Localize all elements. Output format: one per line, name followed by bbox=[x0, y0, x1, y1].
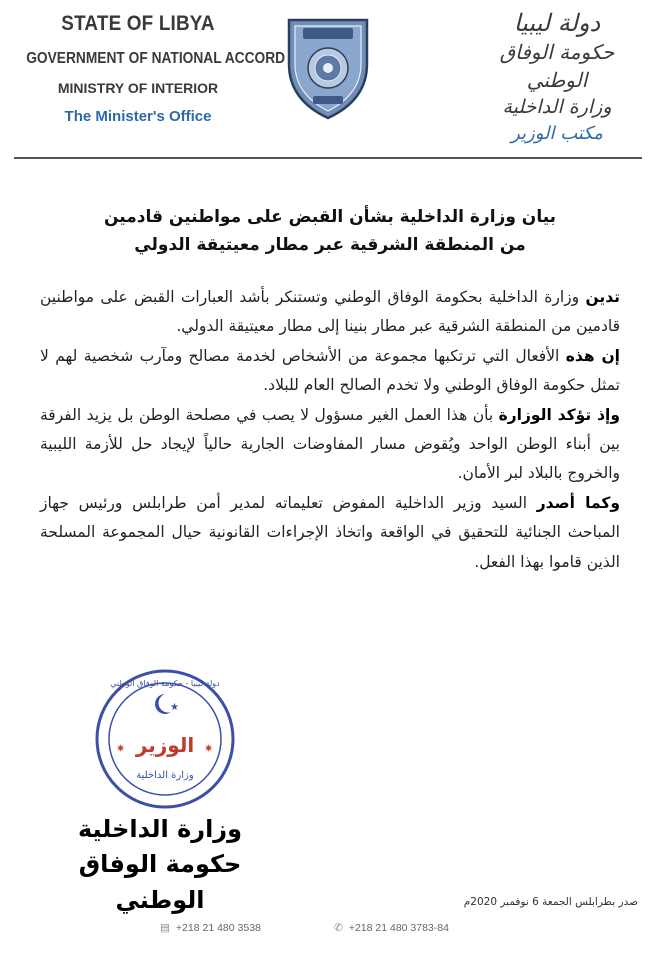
minister-stamp-icon bbox=[92, 666, 238, 812]
state-name-en: STATE OF LIBYA bbox=[61, 12, 215, 35]
letterhead-arabic bbox=[472, 8, 642, 148]
letterhead bbox=[0, 0, 656, 160]
office-name-en: The Minister's Office bbox=[64, 108, 212, 125]
paragraph-2-text: الأفعال التي ترتكبها مجموعة من الأشخاص لخدمة مصالح ومآرب شخصية لهم لا تمثل حكومة الوفاق الوطني ولا تخدم الصالح العام للبلاد. bbox=[40, 346, 620, 395]
stamp-ring-text: دولة ليبيا - حكومة الوفاق الوطني bbox=[110, 679, 220, 688]
paragraph-2-lead: إن هذه bbox=[565, 346, 620, 365]
paragraph-2 bbox=[40, 342, 620, 401]
fax-icon: ▤ bbox=[160, 922, 170, 934]
fax-number bbox=[160, 922, 261, 934]
ministry-name-en: MINISTRY OF INTERIOR bbox=[57, 80, 219, 96]
statement-title bbox=[40, 203, 620, 259]
state-name-ar: دولة ليبيا bbox=[513, 9, 601, 37]
ministry-shield-emblem-icon bbox=[283, 12, 373, 122]
signature-ministry: وزارة الداخلية bbox=[77, 815, 243, 843]
paragraph-4 bbox=[40, 489, 620, 577]
paragraph-1-text: وزارة الداخلية بحكومة الوفاق الوطني وتستنكر بأشد العبارات القبض على مواطنين قادمين من المنطقة الشرقية عبر مطار بنينا إلى مطار معيتيقة الدولي. bbox=[40, 288, 620, 336]
title-line-2: من المنطقة الشرقية عبر مطار معيتيقة الدولي bbox=[134, 235, 526, 255]
phone-icon: ✆ bbox=[334, 922, 343, 934]
stamp-center-text: الوزير bbox=[135, 733, 195, 757]
ministry-name-ar: وزارة الداخلية bbox=[502, 96, 612, 118]
phone-text: +218 21 480 3783-84 bbox=[348, 922, 449, 934]
contact-footer bbox=[0, 922, 656, 942]
phone-number bbox=[334, 922, 449, 934]
paragraph-1-lead: تدين bbox=[585, 288, 620, 306]
government-name-en: GOVERNMENT OF NATIONAL ACCORD bbox=[26, 50, 286, 67]
government-name-ar: حكومة الوفاق الوطني bbox=[499, 40, 615, 92]
paragraph-3-text: بأن هذا العمل الغير مسؤول لا يصب في مصلحة الوطن بل يزيد الفرقة بين أبناء الوطن الواحد ويُقوض مسار المفاوضات الجارية حالياً لإيجاد حل للأزمة الليبية والخروج بالبلاد لبر الأمان. bbox=[40, 405, 620, 483]
signature-block bbox=[40, 812, 280, 918]
stamp-bottom-text: وزارة الداخلية bbox=[136, 770, 194, 781]
title-line-1: بيان وزارة الداخلية بشأن القبض على مواطنين قادمين bbox=[103, 207, 557, 227]
letterhead-english bbox=[8, 12, 286, 125]
paragraph-3 bbox=[40, 401, 620, 489]
fax-text: +218 21 480 3538 bbox=[175, 922, 261, 934]
paragraph-3-lead: وإذ تؤكد الوزارة bbox=[498, 405, 620, 424]
svg-text:✷: ✷ bbox=[204, 742, 214, 755]
statement-body bbox=[40, 283, 620, 577]
header-divider bbox=[14, 157, 642, 159]
paragraph-4-text: السيد وزير الداخلية المفوض تعليماته لمدير أمن طرابلس ورئيس جهاز المباحث الجنائية للتحقيق في الواقعة واتخاذ الإجراءات القانونية حيال المجموعة المسلحة الذين قاموا بهذا الفعل. bbox=[40, 493, 620, 571]
svg-text:✷: ✷ bbox=[116, 742, 126, 755]
paragraph-1 bbox=[40, 283, 620, 342]
issue-date: صدر بطرابلس الجمعة 6 نوفمبر 2020م bbox=[463, 896, 638, 908]
office-name-ar: مكتب الوزير bbox=[511, 123, 603, 144]
svg-text:★: ★ bbox=[170, 702, 179, 713]
signature-government: حكومة الوفاق الوطني bbox=[78, 850, 242, 914]
paragraph-4-lead: وكما أصدر bbox=[536, 493, 620, 512]
